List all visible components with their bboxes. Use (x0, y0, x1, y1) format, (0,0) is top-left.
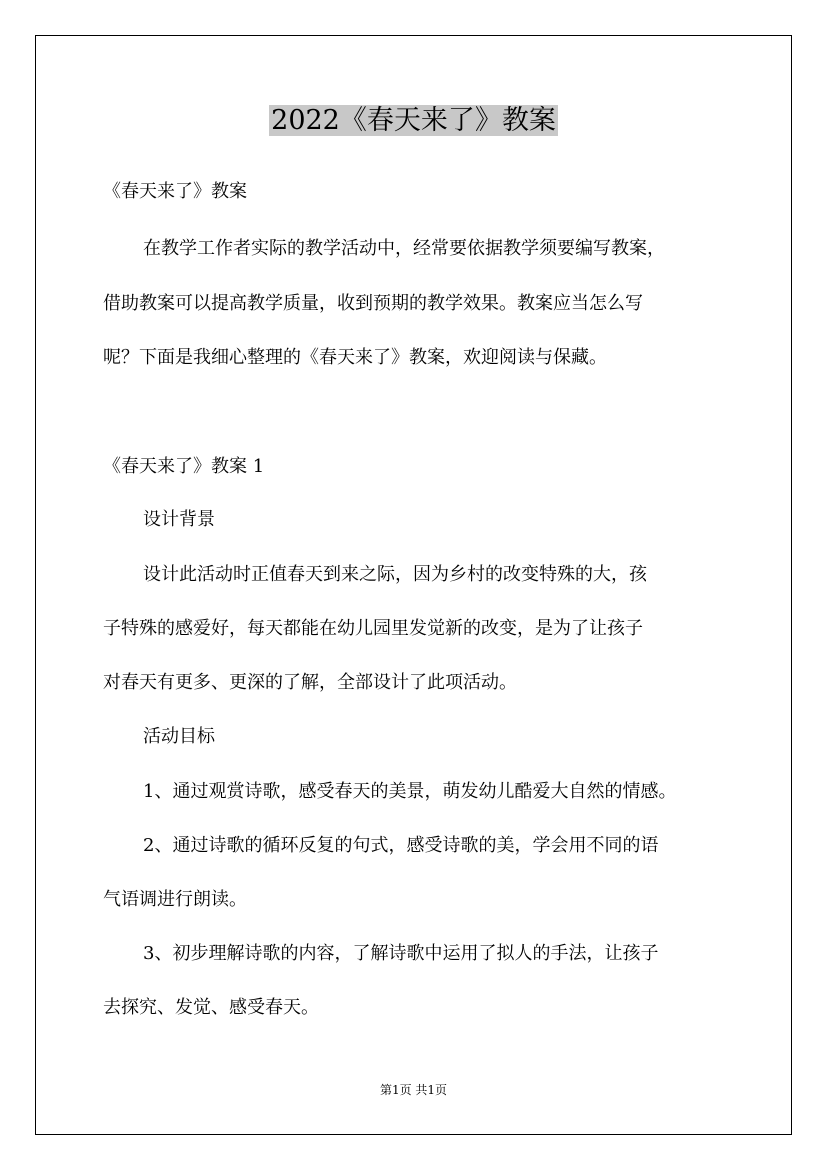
intro-line-1: 在教学工作者实际的教学活动中，经常要依据教学须要编写教案， (143, 238, 665, 259)
intro-line-3: 呢？下面是我细心整理的《春天来了》教案，欢迎阅读与保藏。 (103, 347, 607, 368)
document-title-text: 2022《春天来了》教案 (271, 105, 556, 136)
goal-2-line-1: 2、通过诗歌的循环反复的句式，感受诗歌的美，学会用不同的语 (143, 835, 659, 856)
document-title (0, 101, 827, 141)
page-footer: 第1页 共1页 (379, 1083, 448, 1097)
intro-line-2: 借助教案可以提高教学质量，收到预期的教学效果。教案应当怎么写 (103, 293, 643, 314)
goals-heading: 活动目标 (143, 726, 215, 747)
background-heading: 设计背景 (143, 509, 215, 530)
goal-1-line-1: 1、通过观赏诗歌，感受春天的美景，萌发幼儿酷爱大自然的情感。 (143, 781, 677, 802)
goal-2-line-2: 气语调进行朗读。 (103, 889, 247, 910)
section-heading: 《春天来了》教案 1 (103, 456, 265, 477)
document-subtitle: 《春天来了》教案 (103, 181, 247, 202)
background-line-2: 子特殊的感爱好，每天都能在幼儿园里发觉新的改变，是为了让孩子 (103, 618, 643, 639)
goal-3-line-1: 3、初步理解诗歌的内容，了解诗歌中运用了拟人的手法，让孩子 (143, 943, 659, 964)
background-line-3: 对春天有更多、更深的了解，全部设计了此项活动。 (103, 672, 517, 693)
goal-3-line-2: 去探究、发觉、感受春天。 (103, 997, 319, 1018)
background-line-1: 设计此活动时正值春天到来之际，因为乡村的改变特殊的大，孩 (143, 564, 647, 585)
